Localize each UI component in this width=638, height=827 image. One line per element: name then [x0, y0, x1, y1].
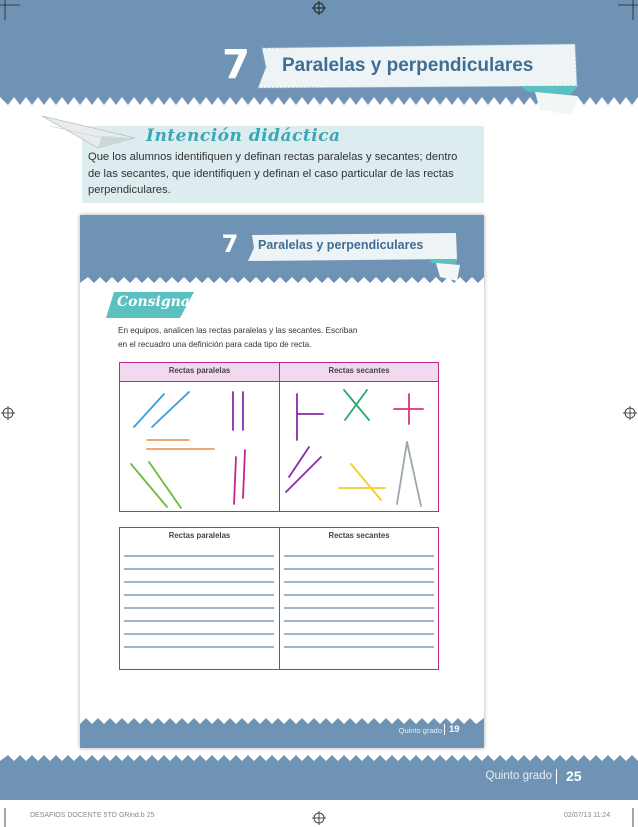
footer-grade: Quinto grado: [485, 770, 552, 782]
intencion-heading: Intención didáctica: [146, 126, 341, 146]
footer-separator: [556, 769, 557, 784]
consigna-label: Consigna: [117, 294, 190, 310]
footer-page-number: 25: [566, 768, 582, 784]
table-col-secantes: Rectas secantes: [328, 531, 390, 540]
parallel-line-magenta: [234, 457, 236, 504]
inner-lesson-number: 7: [221, 230, 239, 258]
instruction-line: en el recuadro una definición para cada tipo de recta.: [118, 340, 312, 349]
intencion-text-line: Que los alumnos identifiquen y definan rectas paralelas y secantes; dentro: [88, 151, 458, 163]
lines-drawing: [119, 382, 439, 512]
table-col-secantes: Rectas secantes: [328, 366, 390, 375]
intencion-text-line: perpendiculares.: [88, 184, 171, 196]
writing-lines: [119, 527, 439, 670]
parallel-line-blue: [134, 394, 164, 427]
inner-lesson-title: Paralelas y perpendiculares: [258, 238, 424, 252]
secant-line-gray: [397, 442, 407, 504]
inner-banner: [80, 215, 484, 295]
parallel-line-magenta: [243, 450, 245, 498]
slug-date: 02/07/13 11:24: [564, 812, 611, 819]
secant-line-yellow: [351, 464, 381, 500]
instruction-text: [118, 324, 357, 352]
inner-footer-grade: Quinto grado: [398, 726, 442, 735]
intencion-text-line: de las secantes, que identifiquen y definan el caso particular de las rectas: [88, 167, 454, 180]
paper-plane-icon: [40, 108, 140, 153]
table-col-paralelas: Rectas paralelas: [168, 366, 231, 375]
inner-footer-separator: [444, 724, 445, 735]
intencion-text: [88, 149, 457, 199]
parallel-line-green: [149, 462, 181, 508]
table-col-paralelas: Rectas paralelas: [168, 531, 231, 540]
parallel-line-green: [131, 464, 167, 507]
parallel-line-blue: [152, 392, 189, 427]
instruction-line: En equipos, analicen las rectas paralelas y las secantes. Escriban: [118, 326, 358, 335]
slug-file: DESAFIOS DOCENTE 5TO GRind.b 25: [30, 812, 155, 819]
lesson-number: 7: [222, 42, 250, 88]
secant-line-gray: [407, 442, 421, 506]
lesson-title: Paralelas y perpendiculares: [282, 55, 534, 76]
inner-footer-page: 19: [449, 724, 460, 735]
